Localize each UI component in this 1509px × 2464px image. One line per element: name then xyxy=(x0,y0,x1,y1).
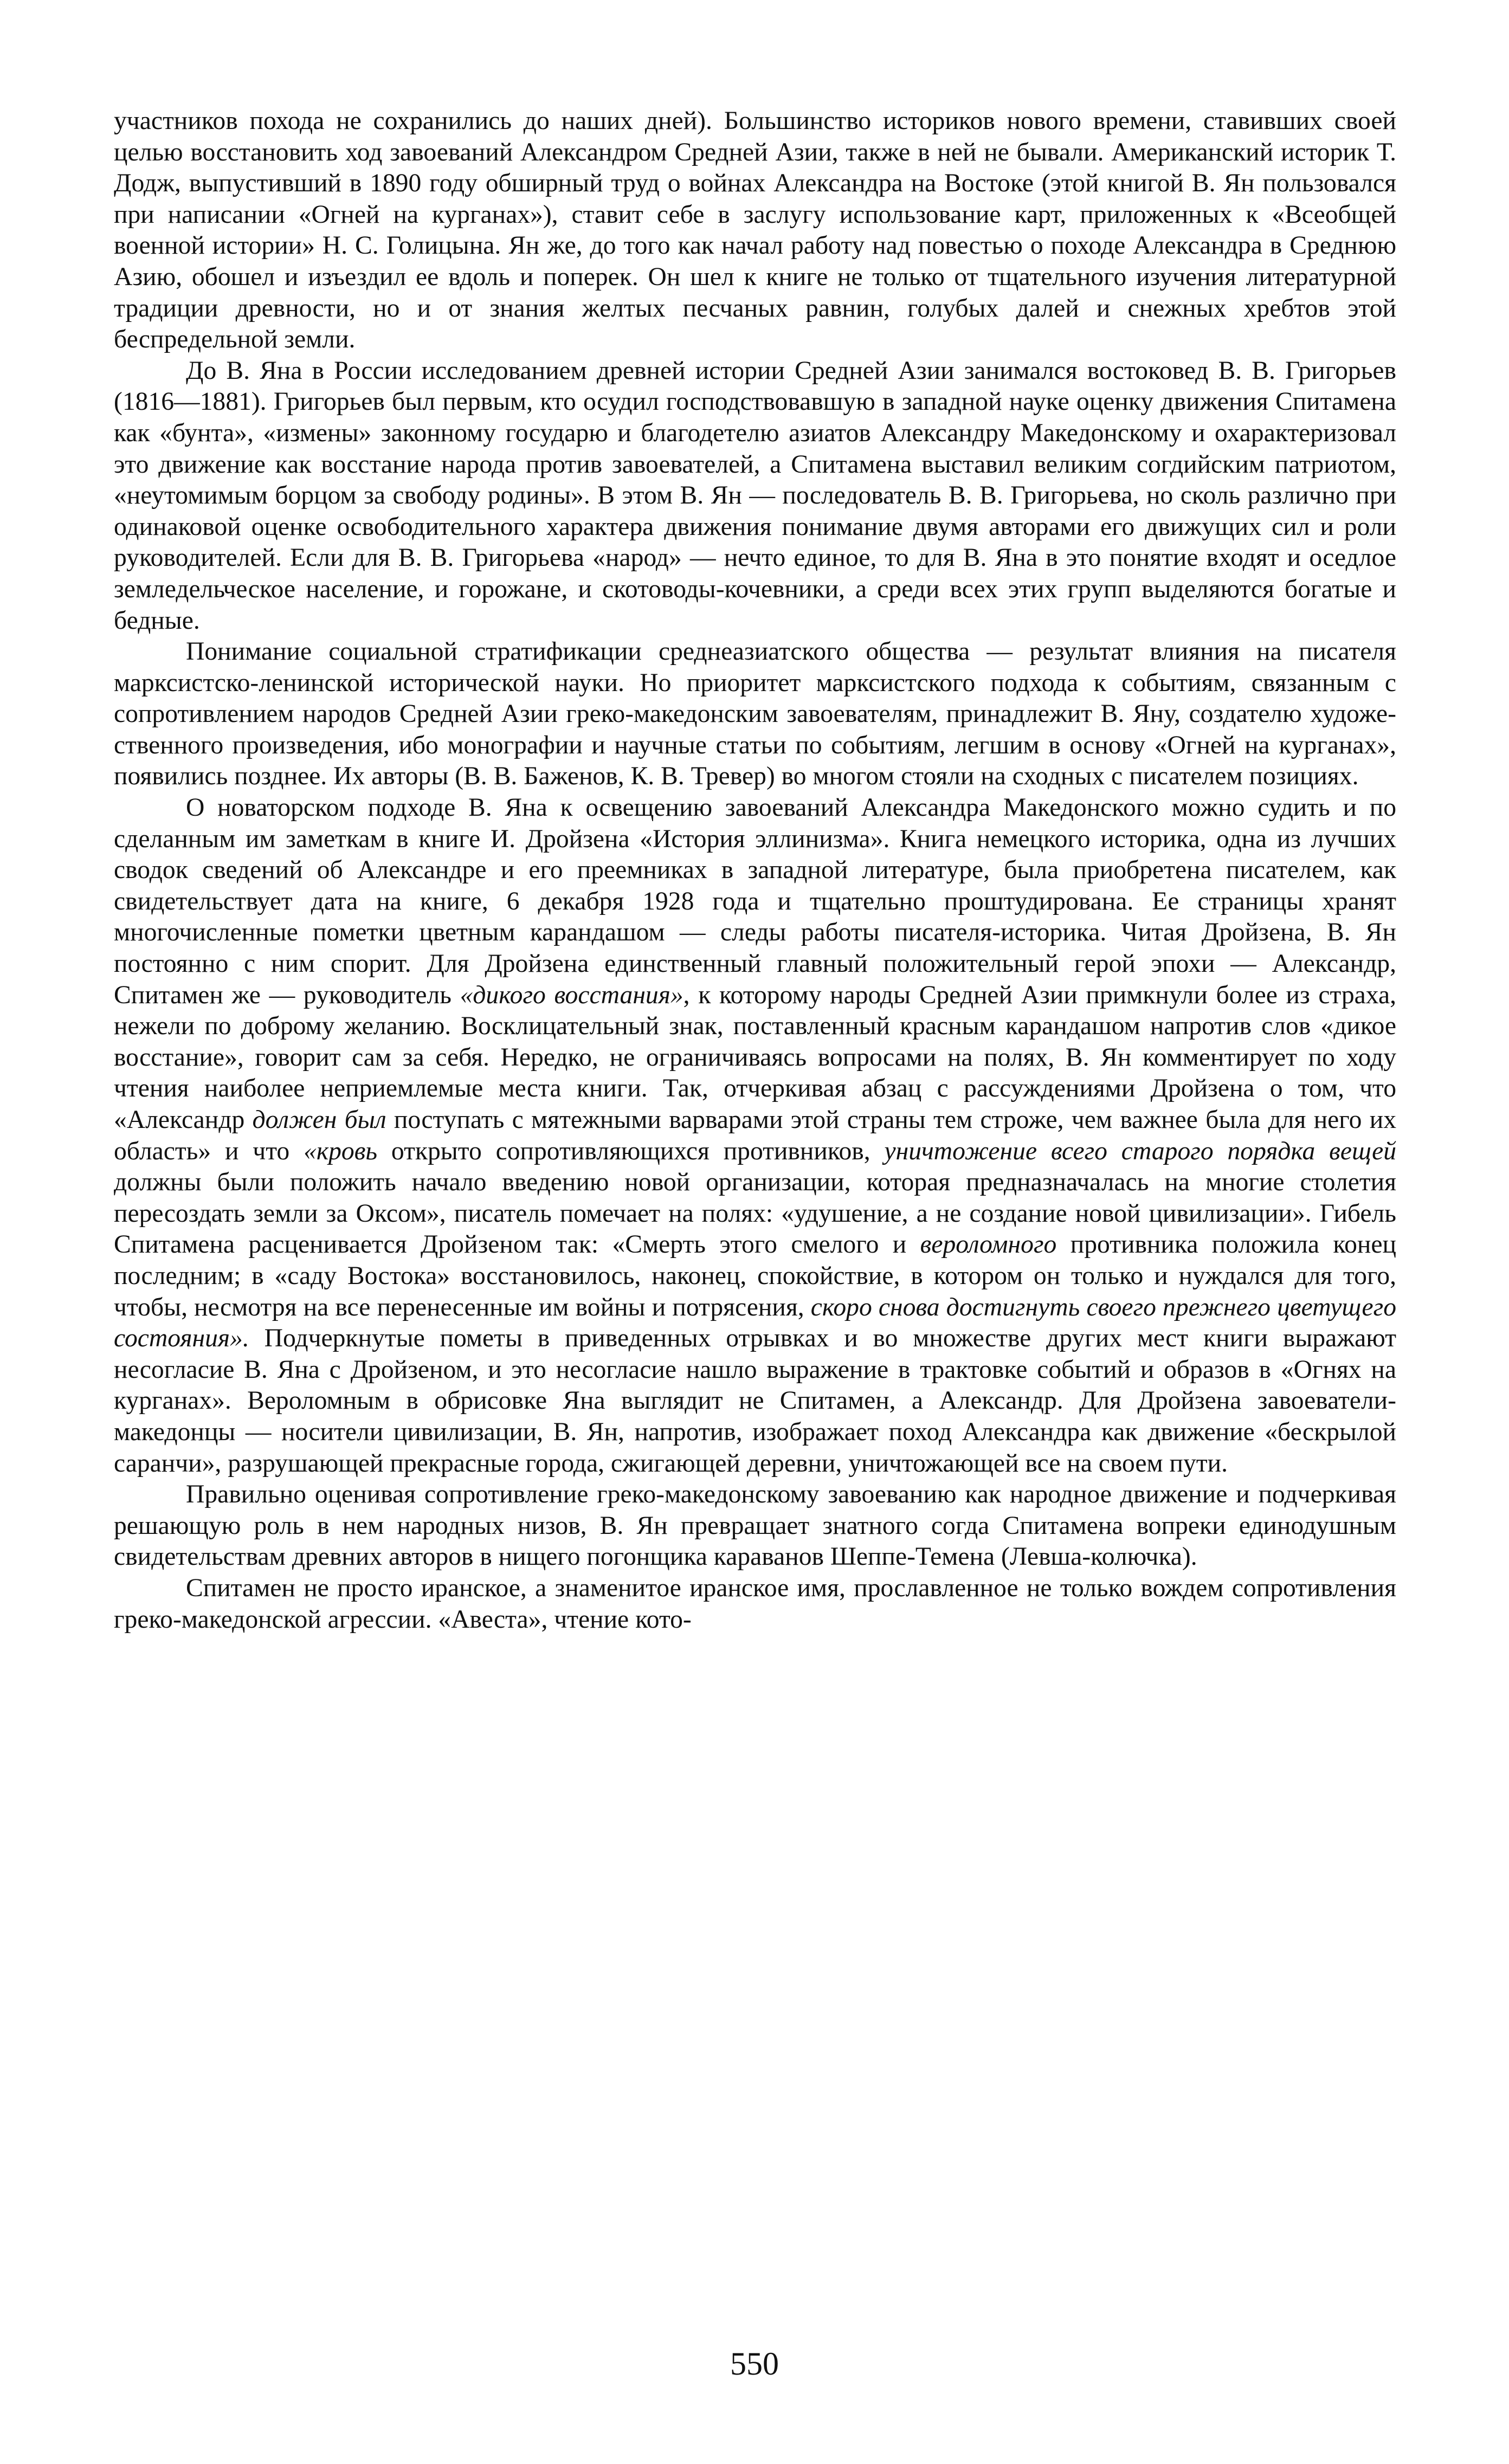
text-segment: О новаторском подходе В. Яна к освещению завоеваний Александра Македонского можно судить и по сделанным им заметкам в книге И. Дройзена «История эллинизма». Книга немецкого историка, одна из лучших сводок сведений об Александре и его преемниках в западной литературе, была приобретена писателем, как свидетельствует дата на книге, 6 декабря 1928 года и тщательно проштудирована. Ее страницы хранят многочисленные пометки цветным карандашом — следы работы писателя-историка. Читая Дройзена, В. Ян постоянно с ним спорит. Для Дройзена единственный главный положительный герой эпохи — Александр, Спитамен же — руководитель xyxy=(114,794,1396,1009)
paragraph xyxy=(114,1479,1396,1573)
paragraph xyxy=(114,636,1396,792)
italic-text: вероломного xyxy=(920,1230,1057,1259)
text-segment: Понимание социальной стратификации среднеазиатского общества — результат влияния на писателя марксистско-ленинской исторической науки. Но приоритет марксистского подхода к событиям, связанным с сопротивлением народов Средней Азии греко-македонским завоевателям, принадлежит В. Яну, создателю художественного произведения, ибо монографии и научные статьи по событиям, легшим в основу «Огней на курганах», появились позднее. Их авторы (В. В. Баженов, К. В. Тревер) во многом стояли на сходных с писателем позициях. xyxy=(114,637,1396,791)
text-segment: противника положила конец последним; в «саду Востока» восстановилось, наконец, спокойствие, в котором он только и нуждался для того, чтобы, несмотря на все перенесенные им войны и потрясения, xyxy=(114,1230,1396,1321)
text-segment: должны были положить начало введению новой организации, которая предназначалась на многие столетия пересоздать земли за Оксом», писатель помечает на полях: «удушение, а не создание новой цивилизации». Гибель Спитамена расценивается Дройзеном так: «Смерть этого смелого и xyxy=(114,1168,1396,1259)
text-segment: До В. Яна в России исследованием древней истории Средней Азии занимался востоковед В. В. Григорьев (1816—1881). Григорьев был первым, кто осудил господствовавшую в западной науке оценку движения Спитамена как «бунта», «измены» законному государю и благодетелю азиатов Александру Македонскому и охарактеризовал это движение как восстание народа против завоевателей, а Спитамена выставил великим согдийским патриотом, «неутомимым борцом за свободу родины». В этом В. Ян — последователь В. В. Григорьева, но сколь различно при одинаковой оценке освободительного характера движения понимание двумя авторами его движущих сил и роли руководителей. Если для В. В. Григорьева «народ» — нечто единое, то для В. Яна в это понятие входят и оседлое земледельческое население, и горожане, и скотоводы-кочевники, а среди всех этих групп выделяются богатые и бедные. xyxy=(114,356,1396,635)
italic-text: «кровь xyxy=(304,1137,378,1165)
text-segment: открыто сопротивляющихся противников, xyxy=(377,1137,885,1165)
text-segment: Спитамен не просто иранское, а знаменитое иранское имя, прославленное не только вождем сопротивления греко-македонской агрессии. «Авеста», чтение кото- xyxy=(114,1573,1396,1634)
text-segment: Подчеркнутые пометы в приведенных отрывках и во множестве других мест книги выражают несогласие В. Яна с Дройзеном, и это несогласие нашло выражение в трактовке событий и образов в «Огнях на курганах». Вероломным в обрисовке Яна выглядит не Спитамен, а Александр. Для Дройзена завоеватели-македонцы — носители цивилизации, В. Ян, напротив, изображает поход Александра как движение «бескрылой саранчи», разрушающей прекрасные города, сжигающей деревни, уничтожающей все на своем пути. xyxy=(114,1324,1396,1478)
text-segment: , к которому народы Средней Азии примкнули более из страха, нежели по доброму желанию. Восклицательный знак, поставленный красным карандашом напротив слов «дикое восстание», говорит сам за себя. Нередко, не ограничиваясь вопросами на полях, В. Ян комментирует по ходу чтения наиболее неприемлемые места книги. Так, отчеркивая абзац с рассуждениями Дройзена о том, что «Александр xyxy=(114,981,1397,1134)
paragraph xyxy=(114,792,1396,1479)
italic-text: уничтожение всего старого порядка вещей xyxy=(884,1137,1396,1165)
italic-text: «дикого восстания» xyxy=(460,981,683,1009)
italic-text: скоро снова достигнуть своего прежнего цветущего состояния». xyxy=(114,1293,1396,1353)
paragraph xyxy=(114,106,1396,356)
text-segment: участников похода не сохранились до наших дней). Большинство историков нового времени, ставивших своей целью восстановить ход завоеваний Александром Средней Азии, также в ней не бывали. Американский историк Т. Додж, выпустивший в 1890 году обширный труд о войнах Александра на Востоке (этой книгой В. Ян пользовался при написании «Огней на курганах»), ставит себе в заслугу использование карт, приложенных к «Всеобщей военной истории» Н. С. Голицына. Ян же, до того как начал работу над повестью о походе Александра в Среднюю Азию, обошел и изъездил ее вдоль и поперек. Он шел к книге не только от тщательного изучения литературной традиции древности, но и от знания желтых песчаных равнин, голубых далей и снежных хребтов этой беспредельной земли. xyxy=(114,107,1396,354)
paragraph xyxy=(114,356,1396,636)
text-segment: Правильно оценивая сопротивление греко-македонскому завоеванию как народное движение и подчеркивая решающую роль в нем народных низов, В. Ян превращает знатного согда Спитамена вопреки единодушным свидетельствам древних авторов в нищего погонщика караванов Шеппе-Темена (Левша-колючка). xyxy=(114,1480,1396,1571)
paragraph xyxy=(114,1573,1396,1635)
document-body xyxy=(114,106,1396,1635)
text-segment: поступать с мятежными варварами этой страны тем строже, чем важнее была для него их область» и что xyxy=(114,1106,1396,1165)
page-number: 550 xyxy=(730,2346,779,2382)
italic-text: должен был xyxy=(252,1106,386,1134)
